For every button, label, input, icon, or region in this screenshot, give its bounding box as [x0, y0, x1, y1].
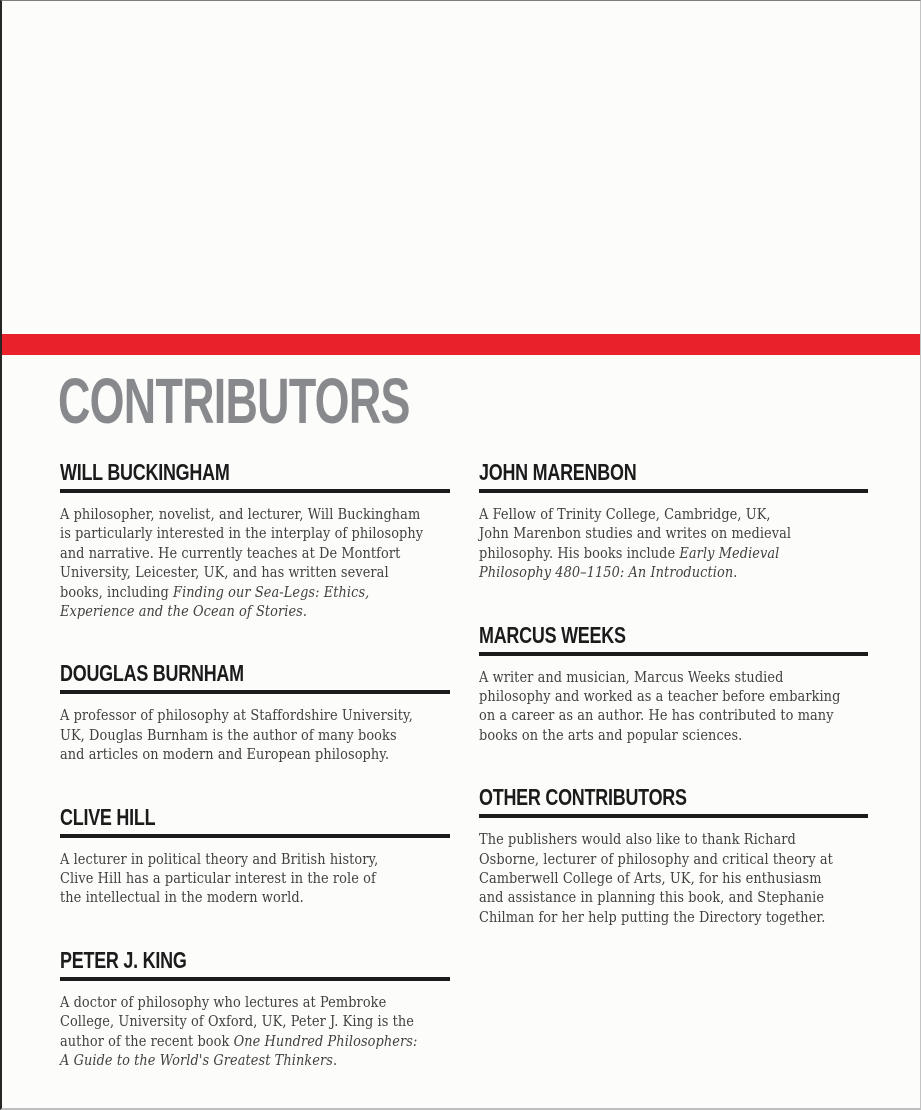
contributor-bio: A Fellow of Trinity College, Cambridge, UK, John Marenbon studies and writes on medieval philosophy. His books include Early Medieval Philosophy 480–1150: An Introduction. [479, 505, 792, 582]
contributor-bio: A philosopher, novelist, and lecturer, Will Buckingham is particularly interested in the interplay of philosophy and narrative. He currently teaches at De Montfort University, Leicester, UK, and has written several books, including Finding our Sea-Legs: Ethics, Experience and the Ocean of Stories. [60, 505, 424, 621]
section-rule [60, 834, 450, 838]
contributor-section [60, 804, 450, 908]
red-accent-bar [2, 334, 920, 355]
contributor-name: OTHER CONTRIBUTORS [479, 784, 687, 811]
section-rule [479, 652, 868, 656]
contributors-column-right [479, 459, 868, 966]
contributor-section [479, 784, 868, 927]
contributors-column-left [60, 459, 450, 1110]
contributor-name: JOHN MARENBON [479, 459, 637, 485]
contributor-bio: A lecturer in political theory and British history, Clive Hill has a particular interest in the role of the intellectual in the modern world. [60, 849, 379, 907]
section-rule [479, 489, 868, 493]
contributor-section [60, 459, 450, 621]
contributor-section [60, 947, 450, 1071]
contributor-name: DOUGLAS BURNHAM [60, 660, 244, 687]
contributor-bio: A writer and musician, Marcus Weeks studied philosophy and worked as a teacher before embarking on a career as an author. He has contributed to many books on the arts and popular sciences. [479, 667, 841, 744]
page-title: CONTRIBUTORS [58, 365, 410, 437]
section-rule [479, 814, 868, 818]
contributor-section [479, 459, 868, 583]
contributor-section [60, 660, 450, 764]
contributor-bio: A professor of philosophy at Staffordshire University, UK, Douglas Burnham is the author of many books and articles on modern and European philosophy. [60, 706, 413, 764]
contributor-section [479, 622, 868, 746]
section-rule [60, 977, 450, 981]
contributor-name: MARCUS WEEKS [479, 621, 626, 648]
contributor-name: PETER J. KING [60, 946, 187, 973]
section-rule [60, 690, 450, 694]
contributor-name: WILL BUCKINGHAM [60, 459, 230, 485]
contributor-bio: The publishers would also like to thank Richard Osborne, lecturer of philosophy and critical theory at Camberwell College of Arts, UK, for his enthusiasm and assistance in planning this book, and Stephanie Chilman for her help putting the Directory together. [479, 830, 833, 926]
section-rule [60, 489, 450, 493]
contributor-name: CLIVE HILL [60, 803, 156, 830]
contributor-bio: A doctor of philosophy who lectures at Pembroke College, University of Oxford, UK, Peter J. King is the author of the recent book One Hundred Philosophers: A Guide to the World's Greatest Thinkers. [60, 992, 418, 1070]
